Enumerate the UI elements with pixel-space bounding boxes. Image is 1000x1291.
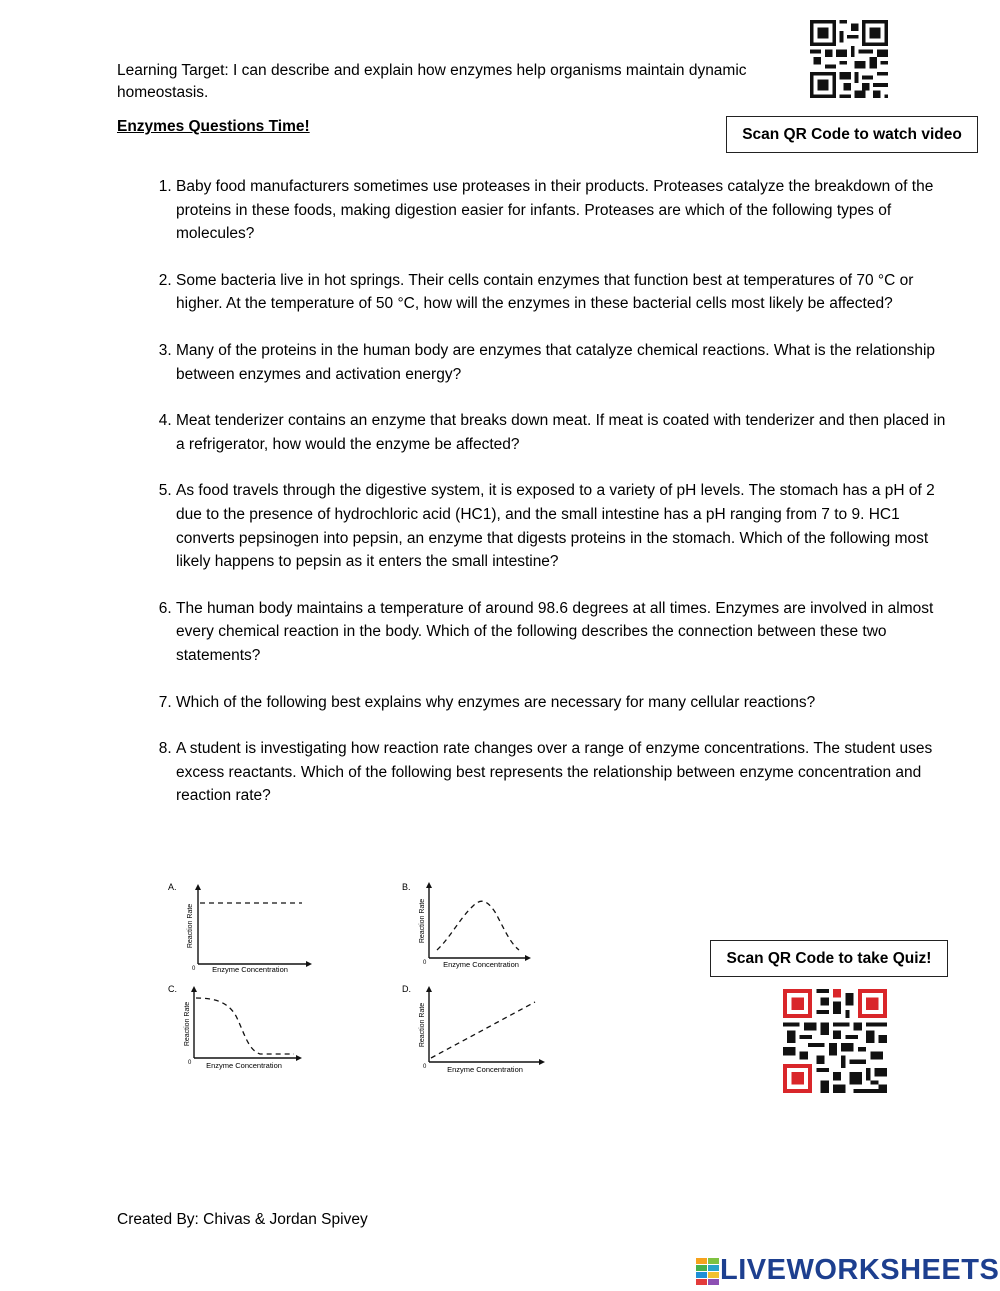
question-3: 3. Many of the proteins in the human body are enzymes that catalyze chemical reactions. What is the relationship between enzymes and activation energy?: [176, 339, 946, 386]
graph-c-curve: [196, 998, 294, 1054]
graph-a: [160, 878, 320, 978]
graph-c-ylabel: Reaction Rate: [184, 1001, 191, 1047]
graph-b-label: B.: [402, 882, 411, 892]
graph-b-curve: [437, 901, 519, 950]
question-5: 5. As food travels through the digestive system, it is exposed to a variety of pH levels. The stomach has a pH of 2 due to the presence of hydrochloric acid (HC1), and the small intestine has a pH ranging from 7 to 9. HC1 converts pepsinogen into pepsin, an enzyme that digests proteins in the stomach. Which of the following most likely happens to pepsin as it enters the small intestine?: [176, 479, 946, 573]
graph-b: [395, 878, 555, 978]
graph-a-label: A.: [168, 882, 177, 892]
video-qr-code[interactable]: [810, 20, 888, 98]
question-2: 2. Some bacteria live in hot springs. Their cells contain enzymes that function best at temperatures of 70 °C or higher. At the temperature of 50 °C, how will the enzymes in these bacterial cells most likely be affected?: [176, 269, 946, 316]
graph-d-xlabel: Enzyme Concentration: [447, 1065, 523, 1074]
question-4: 4. Meat tenderizer contains an enzyme that breaks down meat. If meat is coated with tenderizer and then placed in a refrigerator, how would the enzyme be affected?: [176, 409, 946, 456]
graph-b-xlabel: Enzyme Concentration: [443, 960, 519, 969]
quiz-qr-code[interactable]: [783, 989, 887, 1093]
learning-target: Learning Target: I can describe and explain how enzymes help organisms maintain dynamic homeostasis.: [117, 62, 747, 101]
liveworksheets-logo-icon: [696, 1256, 720, 1286]
graph-d-origin: 0: [423, 1064, 427, 1070]
author-credit: Created By: Chivas & Jordan Spivey: [117, 1211, 368, 1228]
graph-c: [160, 980, 320, 1075]
take-quiz-button[interactable]: Scan QR Code to take Quiz!: [710, 940, 948, 977]
graph-a-xlabel: Enzyme Concentration: [212, 965, 288, 974]
question-1: 1. Baby food manufacturers sometimes use proteases in their products. Proteases catalyze the breakdown of the proteins in these foods, making digestion easier for infants. Proteases are which of the following types of molecules?: [176, 175, 946, 246]
graph-d-ylabel: Reaction Rate: [419, 1002, 426, 1048]
graph-d-label: D.: [402, 984, 411, 994]
graph-a-origin: 0: [192, 966, 196, 972]
graph-d: [395, 980, 555, 1080]
graph-c-xlabel: Enzyme Concentration: [206, 1061, 282, 1070]
graph-b-ylabel: Reaction Rate: [419, 898, 426, 944]
section-heading: Enzymes Questions Time!: [117, 118, 310, 135]
graph-d-curve: [431, 1002, 535, 1058]
graph-b-origin: 0: [423, 960, 427, 966]
question-6: 6. The human body maintains a temperature of around 98.6 degrees at all times. Enzymes are involved in almost every chemical reaction in the body. Which of the following describes the connection between these two statements?: [176, 597, 946, 668]
liveworksheets-logo[interactable]: [696, 1254, 999, 1287]
graph-c-label: C.: [168, 984, 177, 994]
question-8: 8. A student is investigating how reaction rate changes over a range of enzyme concentrations. The student uses excess reactants. Which of the following best represents the relationship between enzyme concentration and reaction rate?: [176, 737, 946, 808]
liveworksheets-logo-text: LIVEWORKSHEETS: [720, 1254, 1000, 1286]
question-7: 7. Which of the following best explains why enzymes are necessary for many cellular reactions?: [176, 691, 946, 715]
graph-c-origin: 0: [188, 1060, 192, 1066]
question-list: [117, 175, 946, 831]
watch-video-button[interactable]: Scan QR Code to watch video: [726, 116, 978, 153]
graph-a-ylabel: Reaction Rate: [187, 903, 194, 949]
